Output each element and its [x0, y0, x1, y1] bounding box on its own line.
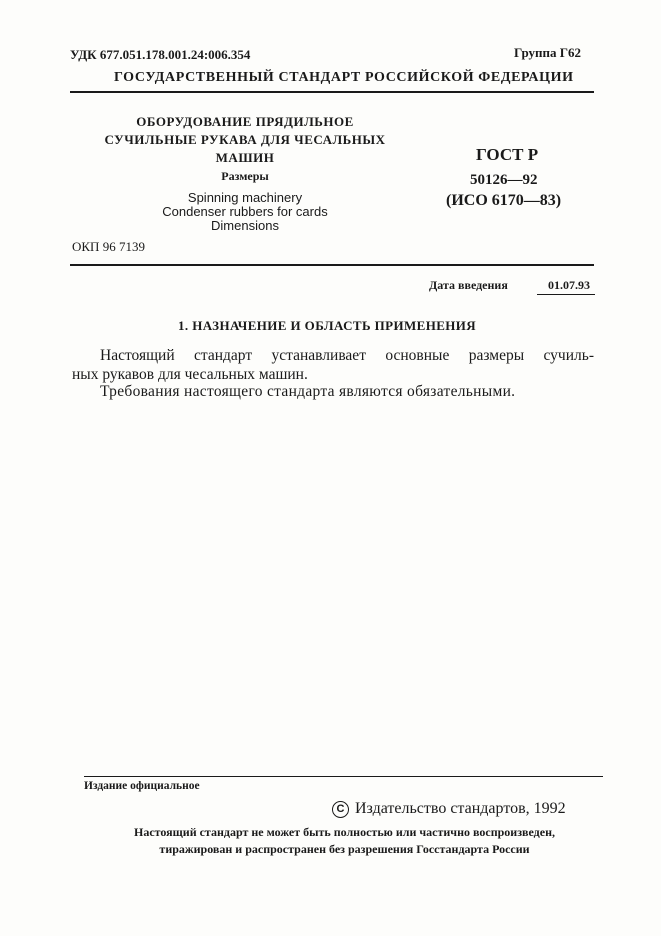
reproduction-notice: [82, 824, 607, 858]
title-en-line: Dimensions: [211, 218, 279, 233]
intro-date-underline: [537, 294, 595, 295]
notice-line: Настоящий стандарт не может быть полностью или частично воспроизведен,: [133, 825, 555, 839]
section-title: 1. НАЗНАЧЕНИЕ И ОБЛАСТЬ ПРИМЕНЕНИЯ: [178, 318, 477, 333]
udk-code: УДК 677.051.178.001.24:006.354: [70, 47, 251, 62]
paragraph-line: Настоящий стандарт устанавливает основные размеры сучиль-: [100, 347, 594, 364]
gost-label: ГОСТ Р: [476, 145, 539, 164]
okp-code: ОКП 96 7139: [72, 239, 145, 254]
title-rule: [70, 264, 594, 266]
title-ru-line: ОБОРУДОВАНИЕ ПРЯДИЛЬНОЕ: [136, 114, 354, 129]
subtitle-ru: Размеры: [221, 169, 269, 183]
header-rule: [70, 91, 594, 93]
footer-rule: [84, 776, 603, 777]
intro-date-label: Дата введения: [429, 278, 508, 292]
title-ru: [80, 113, 410, 167]
group-code: Группа Г62: [514, 45, 582, 60]
copyright-line: [332, 800, 566, 818]
notice-line: тиражирован и распространен без разрешения Госстандарта России: [159, 842, 530, 856]
copyright-text: Издательство стандартов, 1992: [355, 800, 566, 817]
paragraph-requirements: Требования настоящего стандарта являются обязательными.: [100, 383, 516, 400]
title-en-line: Condenser rubbers for cards: [162, 204, 328, 219]
standard-header: ГОСУДАРСТВЕННЫЙ СТАНДАРТ РОССИЙСКОЙ ФЕДЕРАЦИИ: [114, 70, 574, 85]
intro-date-value: 01.07.93: [548, 278, 590, 292]
title-en-line: Spinning machinery: [187, 190, 303, 205]
title-ru-line: МАШИН: [215, 150, 275, 165]
title-en: [80, 191, 410, 233]
paragraph-line: ных рукавов для чесальных машин.: [72, 366, 308, 383]
title-ru-line: СУЧИЛЬНЫЕ РУКАВА ДЛЯ ЧЕСАЛЬНЫХ: [104, 132, 386, 147]
iso-number: (ИСО 6170—83): [446, 192, 562, 209]
paragraph-scope: [72, 346, 594, 384]
edition-label: Издание официальное: [84, 780, 200, 792]
copyright-icon: C: [332, 801, 349, 818]
gost-number: 50126—92: [470, 172, 538, 188]
